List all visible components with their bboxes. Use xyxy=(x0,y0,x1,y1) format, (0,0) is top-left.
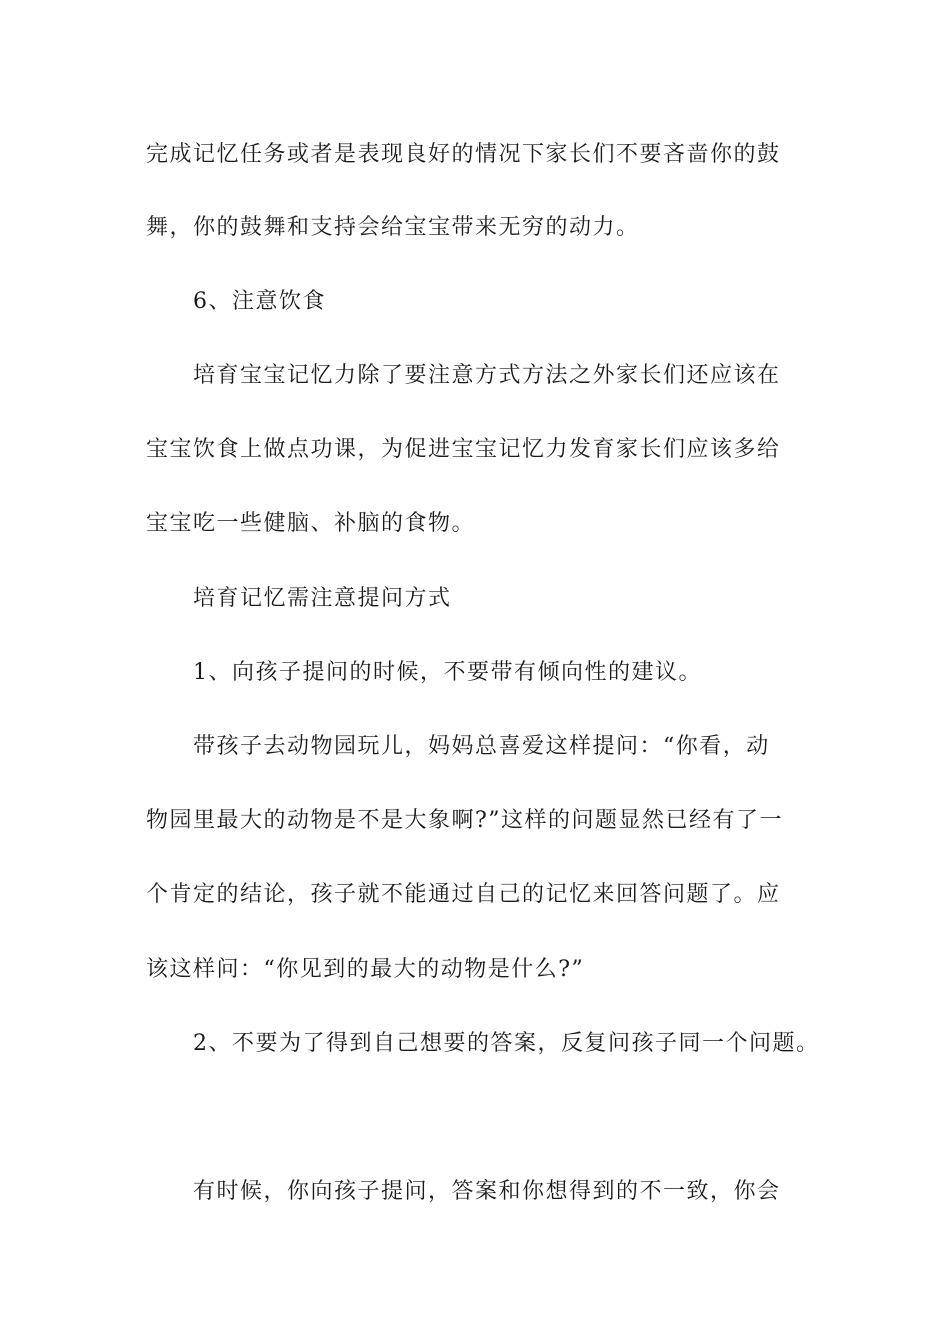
text-line-13: 2、不要为了得到自己想要的答案，反复问孩子同一个问题。 xyxy=(193,1031,820,1056)
text-line-11: 个肯定的结论，孩子就不能通过自己的记忆来回答问题了。应 xyxy=(146,882,781,907)
text-line-2: 舞，你的鼓舞和支持会给宝宝带来无穷的动力。 xyxy=(146,215,640,240)
text-line-12: 该这样问：“你见到的最大的动物是什么?” xyxy=(146,957,585,982)
text-line-1: 完成记忆任务或者是表现良好的情况下家长们不要吝啬你的鼓 xyxy=(146,142,781,167)
text-line-4: 培育宝宝记忆力除了要注意方式方法之外家长们还应该在 xyxy=(193,363,781,388)
section-heading-diet: 6、注意饮食 xyxy=(193,289,326,314)
text-line-10: 物园里最大的动物是不是大象啊?”这样的问题显然已经有了一 xyxy=(146,808,784,833)
text-line-6: 宝宝吃一些健脑、补脑的食物。 xyxy=(146,511,476,536)
text-line-9: 带孩子去动物园玩儿，妈妈总喜爱这样提问：“你看，动 xyxy=(193,734,770,759)
text-line-8: 1、向孩子提问的时候，不要带有倾向性的建议。 xyxy=(193,660,702,685)
text-line-14: 有时候，你向孩子提问，答案和你想得到的不一致，你会 xyxy=(193,1179,781,1204)
text-line-5: 宝宝饮食上做点功课，为促进宝宝记忆力发育家长们应该多给 xyxy=(146,437,781,462)
section-heading-questioning: 培育记忆需注意提问方式 xyxy=(193,586,452,611)
